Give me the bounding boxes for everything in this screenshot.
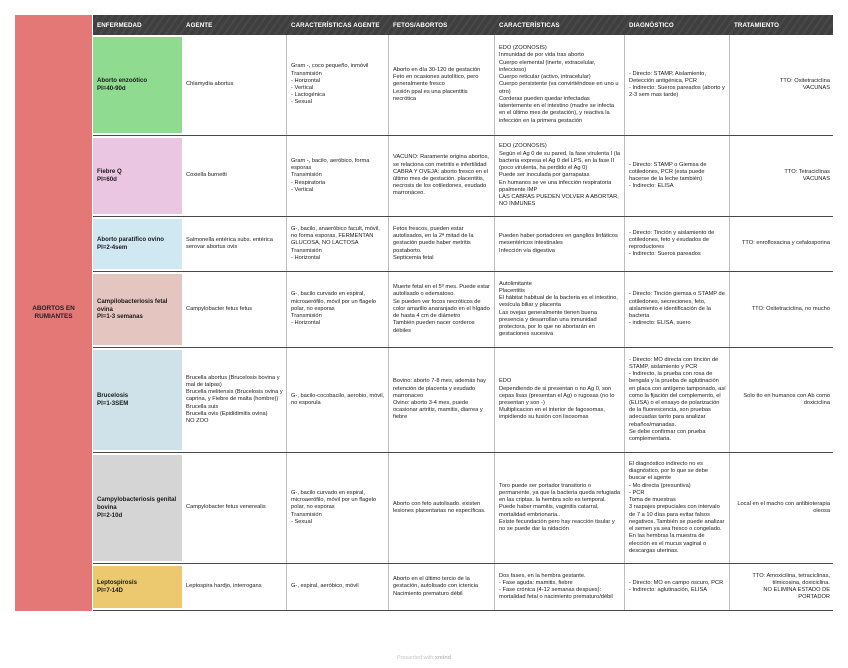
brucelosis-fetos-abortos-cell xyxy=(389,348,495,452)
brucelosis-diagnostico-cell xyxy=(625,348,730,452)
table-row xyxy=(93,348,833,453)
aborto-enzootico-fetos-abortos-text: Aborto en día 30-120 de gestación Feto en ocasiones autolítico, pero generalmente fresco Lesión ppal es una placentitis necrótica xyxy=(393,66,481,102)
aborto-enzootico-enfermedad-cell xyxy=(93,35,182,135)
aborto-enzootico-tratamiento-text: TTO: Oxitetraciclina VACUNAS xyxy=(779,77,830,91)
campylobacteriosis-genital-caracteristicas-text: Toro puede ser portador transitorio o permanente, ya que la bacteria queda refugiada en las criptas. la hembra solo es temporal. Puede haber mamitis, vaginitis catarral, mortalidad embrionaria.. Existe fecundación pero hay reacción tisular y no se puede dar la nidación xyxy=(499,482,621,533)
group-cell-abortos xyxy=(15,15,93,611)
fiebre-q-caracteristicas-agente-text: Gram -, bacilo, aeróbico, forma esporas Transmisión - Respiratoria - Vertical xyxy=(291,157,370,193)
campylobacteriosis-genital-agente-cell xyxy=(182,453,287,563)
header-tratamiento: TRATAMIENTO xyxy=(734,21,780,29)
brucelosis-tratamiento-cell xyxy=(730,348,833,452)
group-label: ABORTOS EN RUMIANTES xyxy=(32,305,75,320)
campilobacteriosis-fetal-enfermedad-text: Campilobacteriosis fetal ovina PI=1-3 semanas xyxy=(97,297,168,321)
header-enfermedad: ENFERMEDAD xyxy=(97,21,142,29)
xmind-logo: xmind xyxy=(434,655,452,661)
fiebre-q-agente-text: Coxiella burnetti xyxy=(186,172,227,179)
table-row xyxy=(93,272,833,348)
campylobacteriosis-genital-caracteristicas-agente-cell xyxy=(287,453,389,563)
campylobacteriosis-genital-tratamiento-text: Local en el macho con antibioterapia oleosa xyxy=(737,500,830,514)
aborto-paratifico-fetos-abortos-cell xyxy=(389,217,495,271)
aborto-paratifico-fetos-abortos-text: Fetos frescos, pueden estar autolisados, en la 2ª mitad de la gestación puede haber metritis postaborto. Septicemia fetal xyxy=(393,225,474,261)
fiebre-q-enfermedad-cell xyxy=(93,136,182,216)
campilobacteriosis-fetal-fetos-abortos-cell xyxy=(389,272,495,347)
aborto-paratifico-enfermedad-text: Aborto paratífico ovino PI=2-4sem xyxy=(97,236,165,251)
campilobacteriosis-fetal-caracteristicas-agente-text: G-, bacilo curvado en espiral, microaerófilo, móvil por un flagelo polar, no esporas Transmisión - Horizontal xyxy=(291,291,377,327)
brucelosis-caracteristicas-agente-text: G-, bacilo-cocobacilo, aerobio, móvil, no esporula xyxy=(291,392,385,406)
campylobacteriosis-genital-enfermedad-text: Campylobacteriosis genital bovina PI=2-10d xyxy=(97,496,177,519)
leptospirosis-agente-text: Leptospira hardjo, interrogans xyxy=(186,583,262,590)
leptospirosis-fetos-abortos-text: Aborto en el último tercio de la gestación, autolisado con ictericia Nacimiento prematuro débil xyxy=(393,576,479,597)
header-caracteristicas-agente: CARACTERÍSTICAS AGENTE xyxy=(291,21,380,29)
fiebre-q-tratamiento-cell xyxy=(730,136,833,216)
leptospirosis-diagnostico-text: - Directo: MO en campo oscuro, PCR - Indirecto: aglutinación, ELISA xyxy=(629,579,724,593)
brucelosis-caracteristicas-cell xyxy=(495,348,625,452)
aborto-paratifico-caracteristicas-cell xyxy=(495,217,625,271)
fiebre-q-agente-cell xyxy=(182,136,287,216)
aborto-enzootico-agente-text: Chlamydia abortus xyxy=(186,81,234,88)
campylobacteriosis-genital-fetos-abortos-text: Aborto con feto autolisado. existen lesiones placentarias no específicas. xyxy=(393,500,486,514)
campilobacteriosis-fetal-tratamiento-text: TTO: Oxitetraciclina, no mucho xyxy=(751,305,830,312)
leptospirosis-fetos-abortos-cell xyxy=(389,564,495,610)
fiebre-q-caracteristicas-agente-cell xyxy=(287,136,389,216)
fiebre-q-caracteristicas-cell xyxy=(495,136,625,216)
header-caracteristicas: CARACTERÍSTICAS xyxy=(499,21,560,29)
leptospirosis-caracteristicas-cell xyxy=(495,564,625,610)
leptospirosis-diagnostico-cell xyxy=(625,564,730,610)
aborto-paratifico-caracteristicas-agente-text: G-, bacilo, anaeróbico facult, móvil, no forma esporas, FERMENTAN GLUCOSA, NO LACTOSA Transmisión - Horizontal xyxy=(291,225,380,261)
aborto-enzootico-diagnostico-cell xyxy=(625,35,730,135)
campilobacteriosis-fetal-enfermedad-cell xyxy=(93,272,182,347)
aborto-paratifico-tratamiento-text: TTO: enrofloxacina y cefalosporina xyxy=(741,240,830,247)
campylobacteriosis-genital-agente-text: Campylobacter fetus venerealis xyxy=(186,504,266,511)
campilobacteriosis-fetal-diagnostico-cell xyxy=(625,272,730,347)
campilobacteriosis-fetal-agente-cell xyxy=(182,272,287,347)
campylobacteriosis-genital-diagnostico-cell xyxy=(625,453,730,563)
table-row xyxy=(93,136,833,217)
aborto-paratifico-diagnostico-cell xyxy=(625,217,730,271)
brucelosis-enfermedad-text: Brucelosis PI=1-3SEM xyxy=(97,392,129,407)
table-row xyxy=(93,217,833,272)
fiebre-q-diagnostico-text: - Directo: STAMP o Giemsa de cotiledones, PCR (esta puede hacerse de la leche también) - Indirecto: ELISA xyxy=(629,161,707,190)
fiebre-q-fetos-abortos-text: VACUNO: Raramente origina abortos, se relaciona con metritis e infertilidad CABRA Y OVEJA: aborto fresco en el último mes de gestación. placentitis, necrosis de los cotiledones, exudado marronáceo. xyxy=(393,154,489,197)
footer-prefix: Presented with xyxy=(396,655,434,661)
campylobacteriosis-genital-tratamiento-cell xyxy=(730,453,833,563)
campilobacteriosis-fetal-caracteristicas-agente-cell xyxy=(287,272,389,347)
leptospirosis-caracteristicas-agente-cell xyxy=(287,564,389,610)
table-row xyxy=(93,564,833,611)
leptospirosis-enfermedad-text: Leptospirosis PI=7-14D xyxy=(97,579,137,594)
aborto-enzootico-diagnostico-text: - Directo: STAMP, Aislamiento, Detección antigénica, PCR - Indirecto: Sueros pareados (aborto y 2-3 sem mas tarde) xyxy=(629,70,725,99)
leptospirosis-agente-cell xyxy=(182,564,287,610)
aborto-paratifico-enfermedad-cell xyxy=(93,217,182,271)
table-row xyxy=(93,35,833,136)
leptospirosis-enfermedad-cell xyxy=(93,564,182,610)
campylobacteriosis-genital-enfermedad-cell xyxy=(93,453,182,563)
brucelosis-diagnostico-text: - Directo: MO directa con tinción de STAMP, aislamiento y PCR - Indirecto, la prueba con rosa de bengala y la prueba de aglutinación en placa con antígeno tamponado, así como la fijación del complemento, el (ELISA) o el ensayo de polarización de la fluorescencia, son pruebas adecuadas tanto para analizar rebaños/manadas. Se debe confirmar con prueba complementaria. xyxy=(629,356,726,443)
campylobacteriosis-genital-caracteristicas-agente-text: G-, bacilo curvado en espiral, microaerófilo, móvil por un flagelo polar, no esporas Transmisión - Sexual xyxy=(291,489,377,525)
fiebre-q-enfermedad-text: Fiebre Q PI=60d xyxy=(97,168,122,183)
aborto-enzootico-enfermedad-text: Aborto enzoótico PI=40-90d xyxy=(97,77,148,92)
aborto-paratifico-diagnostico-text: - Directo: Tinción y aislamiento de cotiledones, feto y exudados de reproductores - Indirecto: Sueros pareados xyxy=(629,229,715,258)
aborto-enzootico-caracteristicas-cell xyxy=(495,35,625,135)
leptospirosis-caracteristicas-text: Dos fases, en la hembra gestante. - Fase aguda: mamitis, fiebre - Fase crónica (4-12 semanas despues): mortalidad fetal o nacimiento prematuro/débil xyxy=(499,572,613,601)
aborto-paratifico-caracteristicas-text: Pueden haber portadores en ganglios linfáticos mesentéricos intestinales Infección vía digestiva xyxy=(499,233,618,254)
aborto-enzootico-agente-cell xyxy=(182,35,287,135)
brucelosis-tratamiento-text: Solo tto en humanos con Ab como doxiciclina xyxy=(743,392,830,406)
brucelosis-caracteristicas-text: EDO Dependiendo de si presentan o no Ag 0, son cepas lisas (presentan el Ag) o rugosas (no lo presentan y son -) Multiplicacion en el interior de fagosomas, impidiendo su fusión con lisosomas xyxy=(499,378,615,421)
header-fetos-abortos: FETOS/ABORTOS xyxy=(393,21,448,29)
brucelosis-fetos-abortos-text: Bovino: aborto 7-8 mes, además hay retención de placenta y exudado marronaceo Ovino: aborto 3-4 mes, puede ocasionar artritis, mamitis, diarrea y fiebre xyxy=(393,378,486,421)
fiebre-q-caracteristicas-text: EDO (ZOONOSIS) Según el Ag 0 de su pared, la fase virulenta I (la bacteria expresa el Ag 0 del LPS, en la fase II (poco virulenta, ha perdido el Ag 0) Puede ser inoculada por garrapatas En humanos se ve una infección respiratoria ppalmente IMP LAS CABRAS PUEDEN VOLVER A ABORTAR, NO INMUNES xyxy=(499,143,621,208)
campylobacteriosis-genital-caracteristicas-cell xyxy=(495,453,625,563)
brucelosis-enfermedad-cell xyxy=(93,348,182,452)
aborto-enzootico-caracteristicas-agente-cell xyxy=(287,35,389,135)
aborto-enzootico-caracteristicas-agente-text: Gram -, coco pequeño, inmóvil Transmisión - Horizontal - Vertical - Lactogénica - Sexual xyxy=(291,63,369,106)
brucelosis-caracteristicas-agente-cell xyxy=(287,348,389,452)
fiebre-q-diagnostico-cell xyxy=(625,136,730,216)
header-diagnostico: DIAGNÓSTICO xyxy=(629,21,674,29)
leptospirosis-tratamiento-text: TTO: Amoxicilina, tetraciclinas, tilmicosina, doxiciclina. NO ELIMINA ESTADO DE PORTADOR xyxy=(752,572,830,601)
leptospirosis-tratamiento-cell xyxy=(730,564,833,610)
aborto-enzootico-fetos-abortos-cell xyxy=(389,35,495,135)
aborto-enzootico-tratamiento-cell xyxy=(730,35,833,135)
aborto-paratifico-agente-cell xyxy=(182,217,287,271)
aborto-paratifico-agente-text: Salmonella entérica subs. entérica serovar abortus ovis xyxy=(186,236,273,250)
fiebre-q-tratamiento-text: TTO: Tetraciclinas VACUNAS xyxy=(784,168,830,182)
leptospirosis-caracteristicas-agente-text: G-, espiral, aeróbico, móvil xyxy=(291,583,359,590)
disease-table xyxy=(15,15,833,611)
aborto-paratifico-caracteristicas-agente-cell xyxy=(287,217,389,271)
campilobacteriosis-fetal-diagnostico-text: - Directo: Tinción giemsa o STAMP de cotiledones, secreciones, feto, aislamiento e identificación de la bacteria - indirecto: ELISA, suero xyxy=(629,291,725,327)
campilobacteriosis-fetal-caracteristicas-cell xyxy=(495,272,625,347)
table-header xyxy=(93,15,833,35)
brucelosis-agente-text: Brucella abortus (Brucelosis bovina y mal de talpas) Brucella melitensis (Brucelosis ovina y caprina, y Fiebre de malta (hombre)) Brucella suis Brucella ovis (Epididimitis ovina) NO ZOO xyxy=(186,374,283,425)
aborto-enzootico-caracteristicas-text: EDO (ZOONOSIS) Inmunidad de por vida tras aborto Cuerpo elemental (inerte, extracelular, infeccioso) Cuerpo reticular (activo, intracelular) Cuerpo persistente (va convirtiéndose en uno u otro) Corderas pueden quedar infectadas latentemente en el intestino (madre se infecta en el último mes de gestación), y reactiva la infección en la primera gestación xyxy=(499,45,619,124)
header-agente: AGENTE xyxy=(186,21,213,29)
fiebre-q-fetos-abortos-cell xyxy=(389,136,495,216)
aborto-paratifico-tratamiento-cell xyxy=(730,217,833,271)
campylobacteriosis-genital-fetos-abortos-cell xyxy=(389,453,495,563)
campilobacteriosis-fetal-tratamiento-cell xyxy=(730,272,833,347)
campilobacteriosis-fetal-agente-text: Campylobacter fetus fetus xyxy=(186,305,253,312)
campylobacteriosis-genital-diagnostico-text: El diagnóstico indirecto no es diagnóstico, por lo que se debe buscar el agente - Mo directa (presuntiva) - PCR Toma de muestras 3 raspajes prepuciales con intervalo de 7 a 10 días para evitar falsos negativos. También se puede analizar el semen ya sea fresco o congelado. En las hembras la muestra de elección es el mucus vaginal o descargas uterinas. xyxy=(629,460,725,554)
table-row xyxy=(93,453,833,564)
campilobacteriosis-fetal-caracteristicas-text: Autolimitante Placentitis El hábitat habitual de la bacteria es el intestino, vesícula biliar y placenta Las ovejas generalmente tienen buena presencia y desarrollan una inmunidad protectora, por lo que no abortarán en gestaciones sucesiva xyxy=(499,280,618,338)
brucelosis-agente-cell xyxy=(182,348,287,452)
campilobacteriosis-fetal-fetos-abortos-text: Muerte fetal en el 5º mes. Puede estar autolisado o edematoso. Se pueden ver focos necróticos de color amarillo anaranjado en el hígado de hasta 4 cm de diámetro También pueden nacer corderos débiles xyxy=(393,284,490,334)
footer-credit xyxy=(0,655,848,661)
